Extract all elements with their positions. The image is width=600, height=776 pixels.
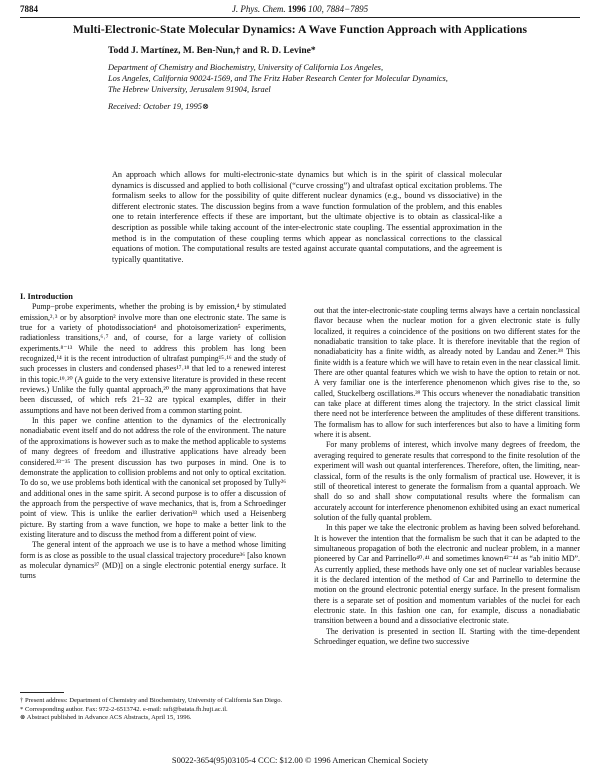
journal-pages: 7884−7895 [326,4,369,14]
footnote-rule [20,692,64,693]
header-rule [20,17,580,18]
left-column [20,292,286,582]
body-paragraph: out that the inter-electronic-state coupling terms always have a certain nonclassical flavor because when the nuclear motion for a given electronic state is fully localized, it requires a coincidence of the positions on two different states for the nonadiabatic transition to take place. It is therefore inevitable that the region of nonadiabaticity has a finite width, as already noted by Landau and Zener.³⁸ This finite width is a feature which we will have to retain even in the near classical limit. There are other quantal features which we wish to have the option to retain or not. A very familiar one is the interference phenomenon which gives rise to the, so called, Stuckelberg oscillations.³⁹ This occurs whenever the nonadiabatic transition can take place at different times along the trajectory. In the strict classical limit there need not be interference between the amplitudes of these different transitions. The formalism has to allow for such interferences but also to have a limiting form where it is absent. [314,306,580,440]
body-paragraph: The general intent of the approach we use is to have a method whose limiting form is as close as possible to the usual classical trajectory procedure³⁶ [also known as molecular dynamics³⁷ (MD)] on a single electronic potential energy surface. It turns [20,540,286,581]
footnotes [20,697,286,723]
abstract: An approach which allows for multi-electronic-state dynamics but which is in the spirit of classical molecular dynamics is discussed and applied to both collisional (“curve crossing”) and ultrafast optical excitation problems. The formalism seeks to allow for the possibility of quite different nuclear dynamics (e.g., bound vs dissociative) in the different electronic states. The discussion begins from a wave function formulation of the problem, and this enables one to retain interference effects if these are important, but the ultimate objective is to obtain as classical-like a description as possible while taking account of the inter-electronic state coupling. The essential approximation in the method is in the computation of these coupling terms which appear as nonclassical corrections to the classical equations of motion. The computational results are tested against accurate quantal computations, and the agreement is typically quantitative. [112,170,502,264]
body-paragraph: Pump−probe experiments, whether the probing is by emission,⁴ by stimulated emission,²˒³ or by absorption² involve more than one electronic state. The same is true for a variety of photodissociation⁴ and photoisomerization⁵ experiments, radiationless transitions,⁶˒⁷ and, of course, for a large variety of collision experiments.⁸⁻¹³ While the need to address this problem has long been recognized,¹⁴ it is the recent introduction of ultrafast pumping¹⁵˒¹⁶ and the study of such processes in clusters and condensed phases¹⁷˒¹⁸ that led to a renewed interest in this topic.¹⁹˒²⁰ (A guide to the very extensive literature is provided in these recent reviews.) Unlike the fully quantal approach,²⁰ the many approximations that have been discussed, of which refs 21−32 are typical examples, differ in their assumptions and have not been derived from a common starting point. [20,302,286,415]
body-paragraph: The derivation is presented in section II. Starting with the time-dependent Schroedinger equation, we define two successive [314,626,580,646]
affiliation-line: The Hebrew University, Jerusalem 91904, Israel [108,85,271,94]
page-number: 7884 [20,4,38,14]
right-column [314,306,580,647]
affiliation-line: Los Angeles, California 90024-1569, and The Fritz Haber Research Center for Molecular Dynamics, [108,74,448,83]
body-paragraph: For many problems of interest, which involve many degrees of freedom, the averaging required to generate results that correspond to the finite resolution of the experiment will wash out quantal interferences. Therefore, often, the limiting, near-classical, form of the results is the only formalism of practical use. However, it is still of theoretical interest to generate the formalism from a quantal approach. We shall do so and shall show computational results where the formalism can accurately account for interference phenomenon exhibited using an exact numerical solution of the fully quantal problem. [314,440,580,522]
footnote: † Present address: Department of Chemistry and Biochemistry, University of California San Diego. [20,697,283,704]
affiliation-line: Department of Chemistry and Biochemistry, University of California Los Angeles, [108,63,384,72]
journal-abbrev: J. Phys. Chem. [231,4,286,14]
article-title: Multi-Electronic-State Molecular Dynamics: A Wave Function Approach with Applications [72,24,528,36]
footnote: * Corresponding author. Fax: 972-2-6513742. e-mail: rafi@batata.fh.huji.ac.il. [20,705,228,713]
body-paragraph: In this paper we confine attention to the dynamics of the electronically nonadiabatic event itself and do not address the role of the environment. The nature of the approximations is however such as to make the method applicable to systems of many degrees of freedom and illustrative applications have already been considered.³³⁻³⁵ The present discussion has two purposes in mind. One is to demonstrate the application to collision problems and not only to optical excitation. To do so, we use problems both identical with the canonical set proposed by Tully²⁶ and additional ones in the same spirit. A second purpose is to offer a discussion of the approach from the perspective of wave mechanics, that is, from a Schroedinger point of view. This is unlike the earlier derivation³³ which used a Heisenberg picture. By starting from a wave function, we hope to make a better link to the existing literature and to discuss the method from a different point of view. [20,416,286,539]
page-footer: S0022-3654(95)03105-4 CCC: $12.00 © 1996 American Chemical Society [171,755,429,765]
body-paragraph: In this paper we take the electronic problem as having been solved beforehand. It is however the intention that the formalism be such that it can be adapted to the simultaneous propagation of both the electronic and nuclear problem, in a manner pioneered by Car and Parrinello⁴⁰˒⁴¹ and sometimes known⁴²⁻⁴⁴ as “ab initio MD”. As currently applied, these methods have only one set of nuclear variables because it is the declared intention of the method of Car and Parrinello to determine the motion on the ground electronic potential energy surface. In the present formalism there is a separate set of position and momentum variables of the nuclei for each electronic state. In this fashion one can, for example, discuss a nonadiabatic transition between a bound and a dissociative electronic state. [314,523,580,626]
running-header [20,4,580,16]
journal-year: 1996 [287,4,306,14]
journal-volume: 100, [308,4,324,14]
author-affiliation [108,62,528,95]
journal-citation [20,4,580,14]
footnote: ⊗ Abstract published in Advance ACS Abstracts, April 15, 1996. [20,714,192,722]
received-date: Received: October 19, 1995⊗ [108,102,209,111]
article-authors: Todd J. Martínez, M. Ben-Nun,† and R. D. Levine* [108,46,316,56]
section-heading: I. Introduction [20,292,73,301]
